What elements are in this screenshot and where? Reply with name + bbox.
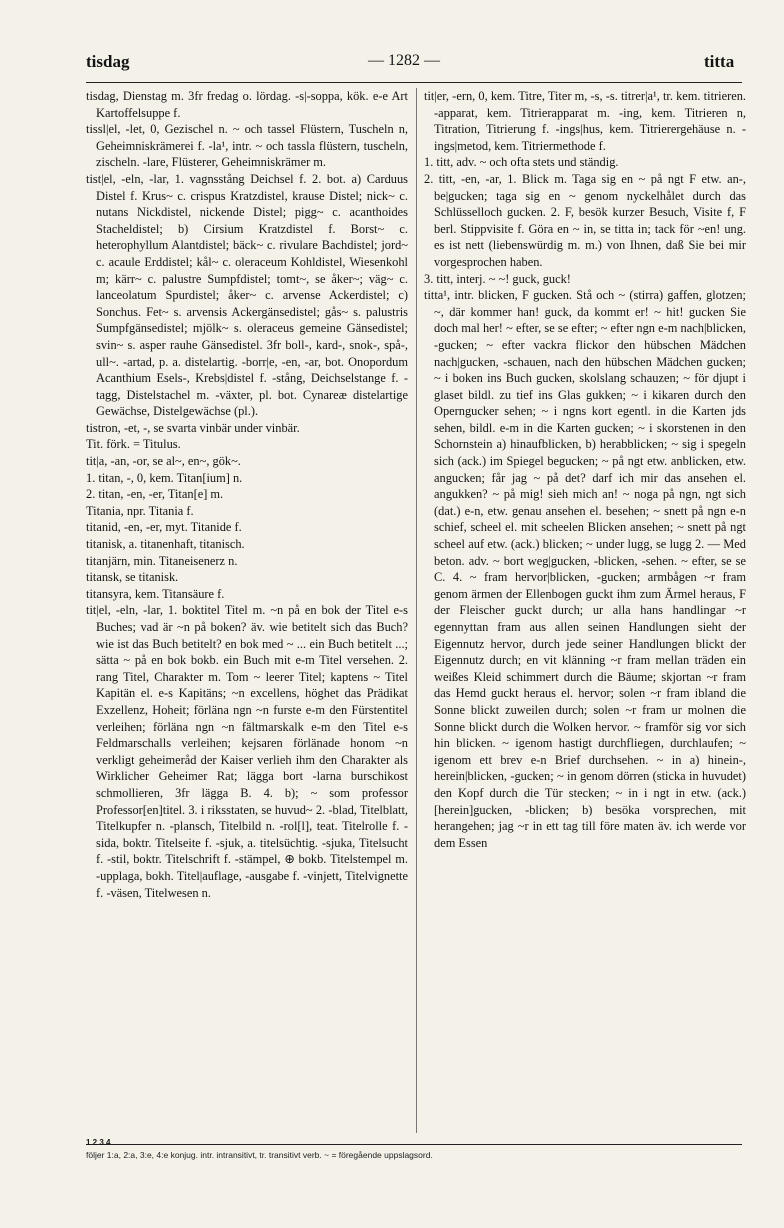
footnote-marks: 1 2 3 4 (86, 1138, 111, 1147)
entry-titania: Titania, npr. Titania f. (86, 503, 194, 518)
column-divider (416, 88, 417, 1133)
entry-titan-1: 1. titan, -, 0, kem. Titan[ium] n. (86, 470, 243, 485)
entry-titta: titta¹, intr. blicken, F gucken. Stå och ~ (stirra) gaffen, glotzen; ~, där kommer han! guck, da kommt er! ~ hit! gucken Sie doch mal her! ~ efter, se se efter; ~ efter ngn e-m nach|blicken, -gucken; ~ efter vackra flickor den hübschen Mädchen nach|gucken, -schauen, nach den hübschen Mädchen gucken; ~ i boken ins Buch gucken, skolslang schauzen; ~ för djupt i glaset bildl. zu tief ins Glas gukken; ~ i kikaren durch den Operngucker sehen; ~ i ngns kort egentl. in die Karten jds sehen, bildl. e-m in die Karten gucken; ~ i skorstenen in den Schornstein a) hinaufblicken, b) herabblicken; ~ sig i spegeln sich (ack.) im Spiegel begucken; ~ på ngt etw. anblicken, etw. angucken; får jag ~ på det? darf ich mir das ansehen el. angukken? ~ på mig! sieh mich an! ~ noga på ngn, ngt sich (dat.) e-n, etw. genau ansehen el. besehen; ~ snett på ngn e-n schief, scheel el. mit scheelen Blicken ansehen; ~ snett på ngt scheel auf etw. (ack.) blicken; ~ under lugg, se lugg 2. — Med beton. adv. ~ bort weg|gucken, -blicken, -sehen. ~ efter, se se C. 4. ~ fram hervor|blicken, -gucken; armbågen ~r fram genom ärmen der Ellenbogen guckt ihm zum Ärmel heraus, F der Fleischer guckt durch; ur alla hans handlingar ~r egennyttan fram aus allen seinen Handlungen sieht der Eigennutz hervor, durch jede seiner Handlungen blickt der Eigennutz durch; en vit klänning ~r fram mellan träden ein weißes Kleid schimmert durch die Bäume; skjortan ~r fram das Hemd guckt heraus el. hervor; solen ~r fram ibland die Sonne blickt zuweilen durch; solen ~r fram ur molnen die Sonne blickt durch die Wolken hervor. ~ framför sig vor sich hin blicken. ~ igenom hastigt durchfliegen, durchlaufen; ~ igenom ett brev e-n Brief durchsehen. ~ in a) hinein-, herein|blicken, -gucken; ~ in genom dörren (sticka in huvudet) den Kopf durch die Tür stecken; ~ in i ngt in etw. (ack.) [herein]gucken, -blicken; b) besöka vorsprechen, mit herangehen; jag ~r in ett tag till före maten äv. ich werde vor dem Essen (424, 288, 746, 850)
entry-titansk: titansk, se titanisk. (86, 570, 179, 585)
footer-legend: följer 1:a, 2:a, 3:e, 4:e konjug. intr. intransitivt, tr. transitivt verb. ~ = föregående uppslagsord. (86, 1150, 433, 1160)
entry-tistron: tistron, -et, -, se svarta vinbär under vinbär. (86, 420, 300, 435)
header-left-guideword: tisdag (86, 52, 130, 71)
header-right-guideword: titta (704, 52, 735, 71)
entry-tit: Tit. förk. = Titulus. (86, 437, 181, 452)
entry-titer: tit|er, -ern, 0, kem. Titre, Titer m, -s, -s. titrer|a¹, tr. kem. titrieren. -apparat, kem. Titrierapparat m. -ing, kem. Titrieren n, Titration, Titrierung f. -ings|hus, kem. Titrierergehäuse n. -ings|metod, kem. Titriermethode f. (424, 89, 746, 153)
entry-titansyra: titansyra, kem. Titansäure f. (86, 586, 225, 601)
entry-titanjarn: titanjärn, min. Titaneisenerz n. (86, 553, 238, 568)
page-number: — 1282 — (368, 52, 440, 69)
right-column (424, 88, 746, 851)
left-column (86, 88, 408, 901)
entry-titan-2: 2. titan, -en, -er, Titan[e] m. (86, 487, 224, 502)
entry-tisslel: tissl|el, -let, 0, Gezischel n. ~ och tassel Flüstern, Tuscheln n, Geheimniskrämerei f. -la¹, intr. ~ och tassla flüstern, tuscheln, zischeln. -lare, Flüsterer, Geheimniskrämer m. (86, 122, 408, 170)
header-rule (86, 82, 742, 83)
entry-titt-3: 3. titt, interj. ~ ~! guck, guck! (424, 271, 571, 286)
entry-tistel: tist|el, -eln, -lar, 1. vagnsstång Deichsel f. 2. bot. a) Carduus Distel f. Krus~ c. crispus Kratzdistel, krause Distel; nick~ c. nutans Nickdistel, nickende Distel; pigg~ c. acanthoides Stacheldistel; b) Cirsium Kratzdistel f. Borst~ c. heterophyllum Alantdistel; bäck~ c. rivulare Bachdistel; jord~ c. acaule Erddistel; kål~ c. oleraceum Kohldistel, Wiesenkohl m; kärr~ c. palustre Sumpfdistel; tomt~, se åker~; väg~ c. lanceolatum Spurdistel; åker~ c. arvense Ackerdistel; c) Sonchus. Fet~ s. arvensis Ackergänsedistel; gås~ s. palustris Sumpfgänsedistel; mjölk~ s. oleraceus gemeine Gänsedistel; svin~ s. asper rauhe Gänsedistel. 3fr boll-, kard-, snok-, spå-, ull~. -artad, p. a. distelartig. -borr|e, -en, -ar, bot. Onopordum Acanthium Esels-, Krebs|distel f. -stång, Deichselstange f. -tagg, Distelstachel m. -växter, pl. bot. Cynareæ distelartige Gewächse, Distelgewächse (pl.). (86, 171, 408, 419)
entry-titt-2: 2. titt, -en, -ar, 1. Blick m. Taga sig en ~ på ngt F etw. an-, be|gucken; taga sig en ~ genom nyckelhålet durch das Schlüsselloch gucken. 2. F, besök kurzer Besuch, Visite f, F berl. Stippvisite f. Göra en ~ in, se titta in; tack för ~en! ung. es ist nett (liebenswürdig m. m.) von Ihnen, daß Sie bei mir vorgesprochen haben. (424, 171, 746, 269)
entry-titanisk: titanisk, a. titanenhaft, titanisch. (86, 537, 245, 552)
footer-rule (86, 1144, 742, 1145)
entry-titel: tit|el, -eln, -lar, 1. boktitel Titel m. ~n på en bok der Titel e-s Buches; vad är ~n på boken? äv. wie betitelt sich das Buch? wie ist das Buch betitelt? en bok med ~ ... ein Buch betitelt ...; sätta ~ på en bok bokb. ein Buch mit e-m Titel versehen. 2. rang Titel, Charakter m. Tom ~ leerer Titel; kaptens ~ Titel Kapitän el. e-s Kapitäns; ~n excellens, höghet das Prädikat Exzellenz, Hoheit; förläna ngn ~n furste e-m den Fürstentitel verleihen; förläna ngn ~n fältmarskalk e-m den Titel e-s Feldmarschalls verleihen; kejsaren förlänade honom ~n verkligt geheimeråd der Kaiser verlieh ihm den Charakter als Wirklicher Geheimer Rat; lägga bort -larna burschikost schmollieren, 3fr lägga B. 4. b); ~ som professor Professor[en]titel. 3. i riksstaten, se huvud~ 2. -blad, Titelblatt, Titelkupfer n. -plansch, Titelbild n. -rol[l], teat. Titelrolle f. -sida, boktr. Titelseite f. -sjuk, a. titelsüchtig. -sjuka, Titelsucht f. -stil, boktr. Titelschrift f. -stämpel, ⊕ bokb. Titelstempel m. -upplaga, bokh. Titel|auflage, -ausgabe f. -vinjett, Titelvignette f. -väsen, Titelwesen n. (86, 603, 408, 900)
entry-titanid: titanid, -en, -er, myt. Titanide f. (86, 520, 242, 535)
entry-tisdag: tisdag, Dienstag m. 3fr fredag o. lördag. -s|-soppa, kök. e-e Art Kartoffelsuppe f. (86, 89, 408, 120)
entry-tita: tit|a, -an, -or, se al~, en~, gök~. (86, 454, 241, 469)
entry-titt-1: 1. titt, adv. ~ och ofta stets und ständig. (424, 155, 619, 170)
